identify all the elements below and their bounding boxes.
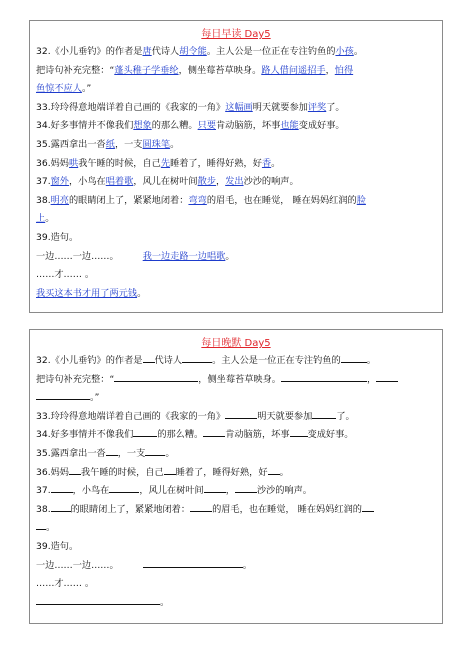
answer: 香 xyxy=(261,157,272,169)
answer: 小孩 xyxy=(335,46,354,57)
answer: 纸 xyxy=(105,138,115,150)
answer: 发出 xyxy=(225,176,244,188)
question-36: 36.妈妈哄我午睡的时候，自己先睡着了，睡得好熟，好香。 xyxy=(36,157,281,169)
answer: 哄 xyxy=(69,157,79,169)
card-title: 每日早读 Day5 xyxy=(201,29,271,40)
answer: 散步 xyxy=(197,176,216,188)
blank[interactable] xyxy=(341,352,367,363)
answer: 唱着歌 xyxy=(105,176,134,188)
question-39-b: ……才…… 。 xyxy=(36,269,95,281)
question-37: 37. ，小鸟在 ，风儿在树叶间 ， 沙沙的响声。 xyxy=(36,482,436,501)
answer: 上 xyxy=(36,213,46,225)
question-32-line-3: 。” xyxy=(36,389,436,408)
blank[interactable] xyxy=(190,501,212,512)
blank[interactable] xyxy=(109,482,139,493)
answer: 想象 xyxy=(133,120,152,132)
blank[interactable] xyxy=(281,371,367,382)
question-37: 37.窗外，小鸟在唱着歌，风儿在树叶间散步，发出沙沙的响声。 xyxy=(36,176,299,188)
blank[interactable] xyxy=(182,352,212,363)
answer: 明亮 xyxy=(50,194,69,206)
blank[interactable] xyxy=(145,445,165,456)
blank[interactable] xyxy=(143,557,243,568)
question-39: 39.造句。 xyxy=(36,540,79,552)
morning-reading-card xyxy=(29,20,443,313)
blank[interactable] xyxy=(69,464,81,475)
answer: 怕得 xyxy=(334,64,354,76)
blank[interactable] xyxy=(204,482,226,493)
blank[interactable] xyxy=(203,426,225,437)
question-38-line-2: 上。 xyxy=(36,213,55,225)
answer: 评奖 xyxy=(307,101,327,113)
blank[interactable] xyxy=(164,464,176,475)
evening-dictation-card xyxy=(29,329,443,624)
blank[interactable] xyxy=(235,482,257,493)
blank[interactable] xyxy=(225,408,257,419)
answer: 弯弯 xyxy=(188,194,207,206)
question-36: 36.妈妈 我午睡的时候，自己 睡着了，睡得好熟，好 。 xyxy=(36,464,436,483)
question-39-c: 。 xyxy=(36,594,436,613)
answer: 鱼惊不应人 xyxy=(36,83,82,95)
blank[interactable] xyxy=(106,445,118,456)
question-35: 35.露西拿出一沓纸，一支圆珠笔。 xyxy=(36,138,180,150)
blank[interactable] xyxy=(36,389,90,400)
answer: 我买这本书才用了两元钱 xyxy=(36,287,138,299)
blank[interactable] xyxy=(143,352,155,363)
question-35: 35.露西拿出一沓 ，一支 。 xyxy=(36,445,436,464)
question-34: 34.好多事情并不像我们想象的那么糟。只要肯动脑筋，坏事也能变成好事。 xyxy=(36,120,345,132)
question-38-line-1: 38. 的眼睛闭上了，紧紧地闭着： 的眉毛，也在睡觉， 睡在妈妈红润的 xyxy=(36,501,436,520)
blank[interactable] xyxy=(51,501,71,512)
card-title: 每日晚默 Day5 xyxy=(201,338,271,349)
answer: 窗外 xyxy=(50,176,69,188)
question-33: 33.玲玲得意地端详着自己画的《我家的一角》这幅画明天就要参加评奖了。 xyxy=(36,101,345,113)
blank[interactable] xyxy=(36,519,46,530)
question-39-c: 我买这本书才用了两元钱。 xyxy=(36,287,147,299)
answer: 脸 xyxy=(356,194,366,206)
question-32-line-2: 把诗句补充完整：“ ，侧坐莓苔草映身。 ， xyxy=(36,371,436,390)
blank[interactable] xyxy=(376,371,398,382)
question-33: 33.玲玲得意地端详着自己画的《我家的一角》 明天就要参加 了。 xyxy=(36,408,436,427)
answer: 这幅画 xyxy=(225,101,253,113)
question-39-a: 一边……一边……。 。 xyxy=(36,557,436,576)
blank[interactable] xyxy=(114,371,198,382)
question-39: 39.造句。 xyxy=(36,231,79,243)
question-39-b: ……才…… 。 xyxy=(36,578,95,590)
blank[interactable] xyxy=(312,408,336,419)
answer: 也能 xyxy=(280,120,299,132)
blank[interactable] xyxy=(290,426,308,437)
answer: 我一边走路一边唱歌 xyxy=(142,250,226,262)
blank[interactable] xyxy=(133,426,157,437)
answer: 胡令能 xyxy=(179,46,207,57)
blank[interactable] xyxy=(362,501,374,512)
blank[interactable] xyxy=(268,464,280,475)
question-34: 34.好多事情并不像我们 的那么糟。 肯动脑筋，坏事 变成好事。 xyxy=(36,426,436,445)
answer: 圆珠笔 xyxy=(142,138,171,150)
blank[interactable] xyxy=(51,482,73,493)
question-39-a: 一边……一边……。 我一边走路一边唱歌。 xyxy=(36,250,235,262)
answer: 路人借问遥招手 xyxy=(261,64,326,76)
question-32-line-1: 32.《小儿垂钓》的作者是唐代诗人胡令能。主人公是一位正在专注钓鱼的小孩。 xyxy=(36,46,363,57)
question-38-line-1: 38.明亮的眼睛闭上了，紧紧地闭着：弯弯的眉毛，也在睡觉， 睡在妈妈红润的脸 xyxy=(36,194,366,206)
answer: 唐 xyxy=(142,46,152,57)
blank[interactable] xyxy=(36,594,160,605)
answer: 先 xyxy=(160,157,171,169)
question-32-line-2: 把诗句补充完整：“蓬头稚子学垂纶，侧坐莓苔草映身。路人借问遥招手，怕得 xyxy=(36,64,354,76)
question-32-line-3: 鱼惊不应人。” xyxy=(36,83,92,95)
question-32-line-1: 32.《小儿垂钓》的作者是 代诗人 。主人公是一位正在专注钓鱼的 。 xyxy=(36,352,436,371)
answer: 只要 xyxy=(197,120,216,132)
answer: 蓬头稚子学垂纶 xyxy=(114,64,179,76)
question-38-line-2: 。 xyxy=(36,519,436,538)
